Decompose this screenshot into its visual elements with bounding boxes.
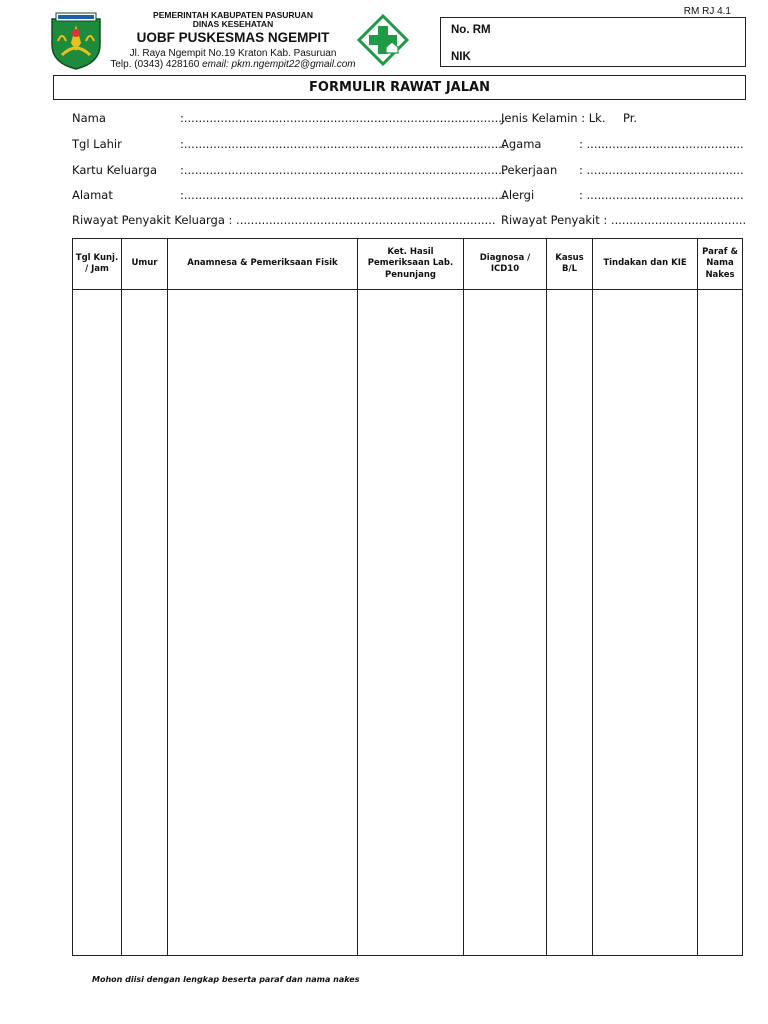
field-agama-line[interactable]: : ........................................... (579, 137, 744, 151)
footnote: Mohon diisi dengan lengkap beserta paraf dan nama nakes (92, 975, 360, 984)
rm-label: No. RM (451, 24, 491, 36)
clinic-name: UOBF PUSKESMAS NGEMPIT (136, 29, 330, 45)
cell-umur[interactable] (122, 290, 168, 956)
cell-tgl[interactable] (73, 290, 122, 956)
field-pekerjaan-line[interactable]: : ........................................... (579, 163, 744, 177)
col-header-diagnosa: Diagnosa / ICD10 (464, 239, 547, 290)
department-name: DINAS KESEHATAN (192, 19, 274, 30)
clinic-address: Jl. Raya Ngempit No.19 Kraton Kab. Pasuruan (129, 47, 337, 59)
table-row (73, 290, 743, 956)
cell-paraf[interactable] (698, 290, 743, 956)
puskesmas-cross-logo (357, 14, 409, 66)
visit-table (72, 238, 743, 956)
clinic-email: email: pkm.ngempit22@gmail.com (202, 58, 356, 70)
government-name: PEMERINTAH KABUPATEN PASURUAN (153, 10, 313, 20)
field-riwayat-keluarga[interactable]: Riwayat Penyakit Keluarga : ....................................................................... (72, 213, 496, 227)
field-label: Tgl Lahir (72, 137, 122, 151)
col-header-tindakan: Tindakan dan KIE (593, 239, 698, 290)
clinic-contact (108, 59, 358, 70)
field-alamat (72, 188, 113, 202)
field-nama-line[interactable]: :........................................................................................ (180, 111, 506, 125)
field-tgl-lahir (72, 137, 122, 151)
col-header-lab: Ket. Hasil Pemeriksaan Lab. Penunjang (358, 239, 464, 290)
field-label: Nama (72, 111, 106, 125)
field-jenis-kelamin: Jenis Kelamin : Lk. (501, 111, 606, 125)
field-nama (72, 111, 106, 125)
field-riwayat-penyakit[interactable]: Riwayat Penyakit : ..................................... (501, 213, 747, 227)
col-header-umur: Umur (122, 239, 168, 290)
agency-header (108, 11, 358, 70)
field-label: Alamat (72, 188, 113, 202)
cell-kasus[interactable] (547, 290, 593, 956)
cell-diagnosa[interactable] (464, 290, 547, 956)
cell-anamnesa[interactable] (168, 290, 358, 956)
field-alamat-line[interactable]: :........................................................................................ (180, 188, 506, 202)
nik-label: NIK (451, 51, 471, 63)
col-header-paraf: Paraf & Nama Nakes (698, 239, 743, 290)
cell-tindakan[interactable] (593, 290, 698, 956)
regency-crest-logo (48, 11, 104, 71)
field-alergi: Alergi (501, 188, 535, 202)
field-jenis-kelamin-pr[interactable]: Pr. (623, 111, 638, 125)
col-header-kasus: Kasus B/L (547, 239, 593, 290)
field-tgl-lahir-line[interactable]: :........................................................................................ (180, 137, 506, 151)
clinic-phone: Telp. (0343) 428160 (110, 58, 200, 70)
col-header-anamnesa: Anamnesa & Pemeriksaan Fisik (168, 239, 358, 290)
field-pekerjaan: Pekerjaan (501, 163, 558, 177)
cell-lab[interactable] (358, 290, 464, 956)
field-agama: Agama (501, 137, 542, 151)
field-label: Kartu Keluarga (72, 163, 158, 177)
table-header-row (73, 239, 743, 290)
field-kartu-keluarga (72, 163, 157, 177)
form-title: FORMULIR RAWAT JALAN (53, 75, 746, 100)
form-code: RM RJ 4.1 (683, 6, 731, 17)
col-header-tgl: Tgl Kunj. / Jam (73, 239, 122, 290)
record-id-box (440, 17, 746, 67)
field-alergi-line[interactable]: : ........................................... (579, 188, 744, 202)
field-kartu-keluarga-line[interactable]: :........................................................................................ (180, 163, 506, 177)
